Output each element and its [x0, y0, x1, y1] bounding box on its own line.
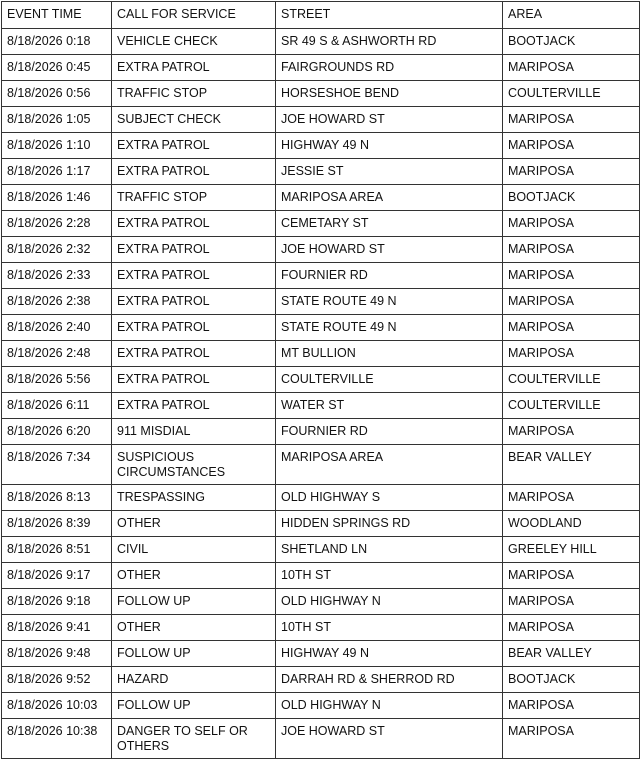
cell-area: BEAR VALLEY: [503, 641, 640, 667]
cell-street: CEMETARY ST: [276, 211, 503, 237]
cell-call-for-service: EXTRA PATROL: [112, 55, 276, 81]
cell-street: SR 49 S & ASHWORTH RD: [276, 29, 503, 55]
cell-call-for-service: EXTRA PATROL: [112, 393, 276, 419]
cell-event-time: 8/18/2026 0:56: [2, 81, 112, 107]
cell-street: HIGHWAY 49 N: [276, 641, 503, 667]
cell-event-time: 8/18/2026 9:18: [2, 589, 112, 615]
cell-street: DARRAH RD & SHERROD RD: [276, 667, 503, 693]
cell-event-time: 8/18/2026 2:38: [2, 289, 112, 315]
table-row: [2, 237, 640, 263]
table-row: [2, 81, 640, 107]
cell-event-time: 8/18/2026 6:20: [2, 419, 112, 445]
cell-area: MARIPOSA: [503, 589, 640, 615]
table-row: [2, 563, 640, 589]
cell-event-time: 8/18/2026 5:56: [2, 367, 112, 393]
cell-event-time: 8/18/2026 2:28: [2, 211, 112, 237]
cell-call-for-service: TRAFFIC STOP: [112, 185, 276, 211]
table-body: [2, 29, 640, 759]
cell-area: COULTERVILLE: [503, 393, 640, 419]
cell-call-for-service: FOLLOW UP: [112, 589, 276, 615]
table-row: [2, 55, 640, 81]
cell-street: COULTERVILLE: [276, 367, 503, 393]
cell-event-time: 8/18/2026 6:11: [2, 393, 112, 419]
cell-call-for-service: FOLLOW UP: [112, 641, 276, 667]
cell-street: JOE HOWARD ST: [276, 719, 503, 759]
cell-area: WOODLAND: [503, 511, 640, 537]
cell-area: MARIPOSA: [503, 563, 640, 589]
cell-street: MARIPOSA AREA: [276, 185, 503, 211]
call-log-table: [1, 1, 640, 759]
cell-call-for-service: SUSPICIOUS CIRCUMSTANCES: [112, 445, 276, 485]
table-row: [2, 315, 640, 341]
cell-street: OLD HIGHWAY N: [276, 693, 503, 719]
table-row: [2, 667, 640, 693]
cell-street: JOE HOWARD ST: [276, 237, 503, 263]
cell-area: MARIPOSA: [503, 315, 640, 341]
cell-event-time: 8/18/2026 9:48: [2, 641, 112, 667]
cell-event-time: 8/18/2026 1:10: [2, 133, 112, 159]
cell-area: MARIPOSA: [503, 289, 640, 315]
table-row: [2, 107, 640, 133]
header-street: STREET: [276, 2, 503, 29]
cell-event-time: 8/18/2026 0:45: [2, 55, 112, 81]
cell-street: FOURNIER RD: [276, 419, 503, 445]
table-row: [2, 419, 640, 445]
table-row: [2, 341, 640, 367]
cell-call-for-service: CIVIL: [112, 537, 276, 563]
cell-area: MARIPOSA: [503, 211, 640, 237]
cell-event-time: 8/18/2026 1:46: [2, 185, 112, 211]
cell-call-for-service: OTHER: [112, 563, 276, 589]
cell-street: FAIRGROUNDS RD: [276, 55, 503, 81]
cell-event-time: 8/18/2026 9:17: [2, 563, 112, 589]
table-row: [2, 185, 640, 211]
cell-area: MARIPOSA: [503, 485, 640, 511]
cell-event-time: 8/18/2026 10:38: [2, 719, 112, 759]
table-row: [2, 133, 640, 159]
cell-area: MARIPOSA: [503, 419, 640, 445]
cell-call-for-service: 911 MISDIAL: [112, 419, 276, 445]
cell-call-for-service: EXTRA PATROL: [112, 159, 276, 185]
cell-area: MARIPOSA: [503, 237, 640, 263]
header-event-time: EVENT TIME: [2, 2, 112, 29]
cell-call-for-service: VEHICLE CHECK: [112, 29, 276, 55]
table-row: [2, 641, 640, 667]
cell-call-for-service: DANGER TO SELF OR OTHERS: [112, 719, 276, 759]
table-row: [2, 263, 640, 289]
cell-area: MARIPOSA: [503, 159, 640, 185]
cell-street: OLD HIGHWAY S: [276, 485, 503, 511]
cell-call-for-service: EXTRA PATROL: [112, 133, 276, 159]
table-row: [2, 693, 640, 719]
table-row: [2, 159, 640, 185]
cell-call-for-service: EXTRA PATROL: [112, 237, 276, 263]
cell-area: BEAR VALLEY: [503, 445, 640, 485]
cell-call-for-service: TRESPASSING: [112, 485, 276, 511]
table-row: [2, 393, 640, 419]
cell-area: MARIPOSA: [503, 55, 640, 81]
cell-street: MT BULLION: [276, 341, 503, 367]
table-row: [2, 615, 640, 641]
cell-street: OLD HIGHWAY N: [276, 589, 503, 615]
header-area: AREA: [503, 2, 640, 29]
table-row: [2, 29, 640, 55]
cell-call-for-service: EXTRA PATROL: [112, 315, 276, 341]
cell-event-time: 8/18/2026 1:05: [2, 107, 112, 133]
cell-call-for-service: SUBJECT CHECK: [112, 107, 276, 133]
cell-street: STATE ROUTE 49 N: [276, 315, 503, 341]
cell-street: JOE HOWARD ST: [276, 107, 503, 133]
cell-area: MARIPOSA: [503, 693, 640, 719]
cell-event-time: 8/18/2026 7:34: [2, 445, 112, 485]
table-row: [2, 367, 640, 393]
cell-street: FOURNIER RD: [276, 263, 503, 289]
table-row: [2, 589, 640, 615]
cell-street: HORSESHOE BEND: [276, 81, 503, 107]
cell-area: BOOTJACK: [503, 185, 640, 211]
cell-street: 10TH ST: [276, 563, 503, 589]
cell-street: HIGHWAY 49 N: [276, 133, 503, 159]
cell-call-for-service: OTHER: [112, 615, 276, 641]
header-call-for-service: CALL FOR SERVICE: [112, 2, 276, 29]
table-row: [2, 511, 640, 537]
table-row: [2, 211, 640, 237]
cell-area: MARIPOSA: [503, 133, 640, 159]
cell-area: BOOTJACK: [503, 667, 640, 693]
cell-event-time: 8/18/2026 2:48: [2, 341, 112, 367]
cell-event-time: 8/18/2026 8:39: [2, 511, 112, 537]
cell-call-for-service: OTHER: [112, 511, 276, 537]
cell-event-time: 8/18/2026 2:33: [2, 263, 112, 289]
table-row: [2, 485, 640, 511]
cell-area: GREELEY HILL: [503, 537, 640, 563]
cell-street: WATER ST: [276, 393, 503, 419]
cell-call-for-service: HAZARD: [112, 667, 276, 693]
table-row: [2, 445, 640, 485]
cell-street: SHETLAND LN: [276, 537, 503, 563]
table-row: [2, 289, 640, 315]
cell-area: MARIPOSA: [503, 107, 640, 133]
cell-call-for-service: EXTRA PATROL: [112, 341, 276, 367]
cell-event-time: 8/18/2026 2:40: [2, 315, 112, 341]
cell-street: STATE ROUTE 49 N: [276, 289, 503, 315]
cell-street: HIDDEN SPRINGS RD: [276, 511, 503, 537]
cell-street: MARIPOSA AREA: [276, 445, 503, 485]
table-row: [2, 719, 640, 759]
cell-event-time: 8/18/2026 10:03: [2, 693, 112, 719]
cell-call-for-service: TRAFFIC STOP: [112, 81, 276, 107]
cell-area: COULTERVILLE: [503, 367, 640, 393]
cell-call-for-service: EXTRA PATROL: [112, 289, 276, 315]
table-row: [2, 537, 640, 563]
cell-event-time: 8/18/2026 9:41: [2, 615, 112, 641]
cell-area: MARIPOSA: [503, 341, 640, 367]
cell-area: MARIPOSA: [503, 719, 640, 759]
cell-event-time: 8/18/2026 8:13: [2, 485, 112, 511]
cell-event-time: 8/18/2026 9:52: [2, 667, 112, 693]
cell-call-for-service: EXTRA PATROL: [112, 263, 276, 289]
cell-area: COULTERVILLE: [503, 81, 640, 107]
cell-street: JESSIE ST: [276, 159, 503, 185]
header-row: [2, 2, 640, 29]
cell-event-time: 8/18/2026 2:32: [2, 237, 112, 263]
cell-event-time: 8/18/2026 8:51: [2, 537, 112, 563]
cell-street: 10TH ST: [276, 615, 503, 641]
cell-call-for-service: EXTRA PATROL: [112, 367, 276, 393]
cell-call-for-service: EXTRA PATROL: [112, 211, 276, 237]
cell-area: BOOTJACK: [503, 29, 640, 55]
cell-event-time: 8/18/2026 1:17: [2, 159, 112, 185]
cell-call-for-service: FOLLOW UP: [112, 693, 276, 719]
cell-area: MARIPOSA: [503, 263, 640, 289]
cell-area: MARIPOSA: [503, 615, 640, 641]
cell-event-time: 8/18/2026 0:18: [2, 29, 112, 55]
